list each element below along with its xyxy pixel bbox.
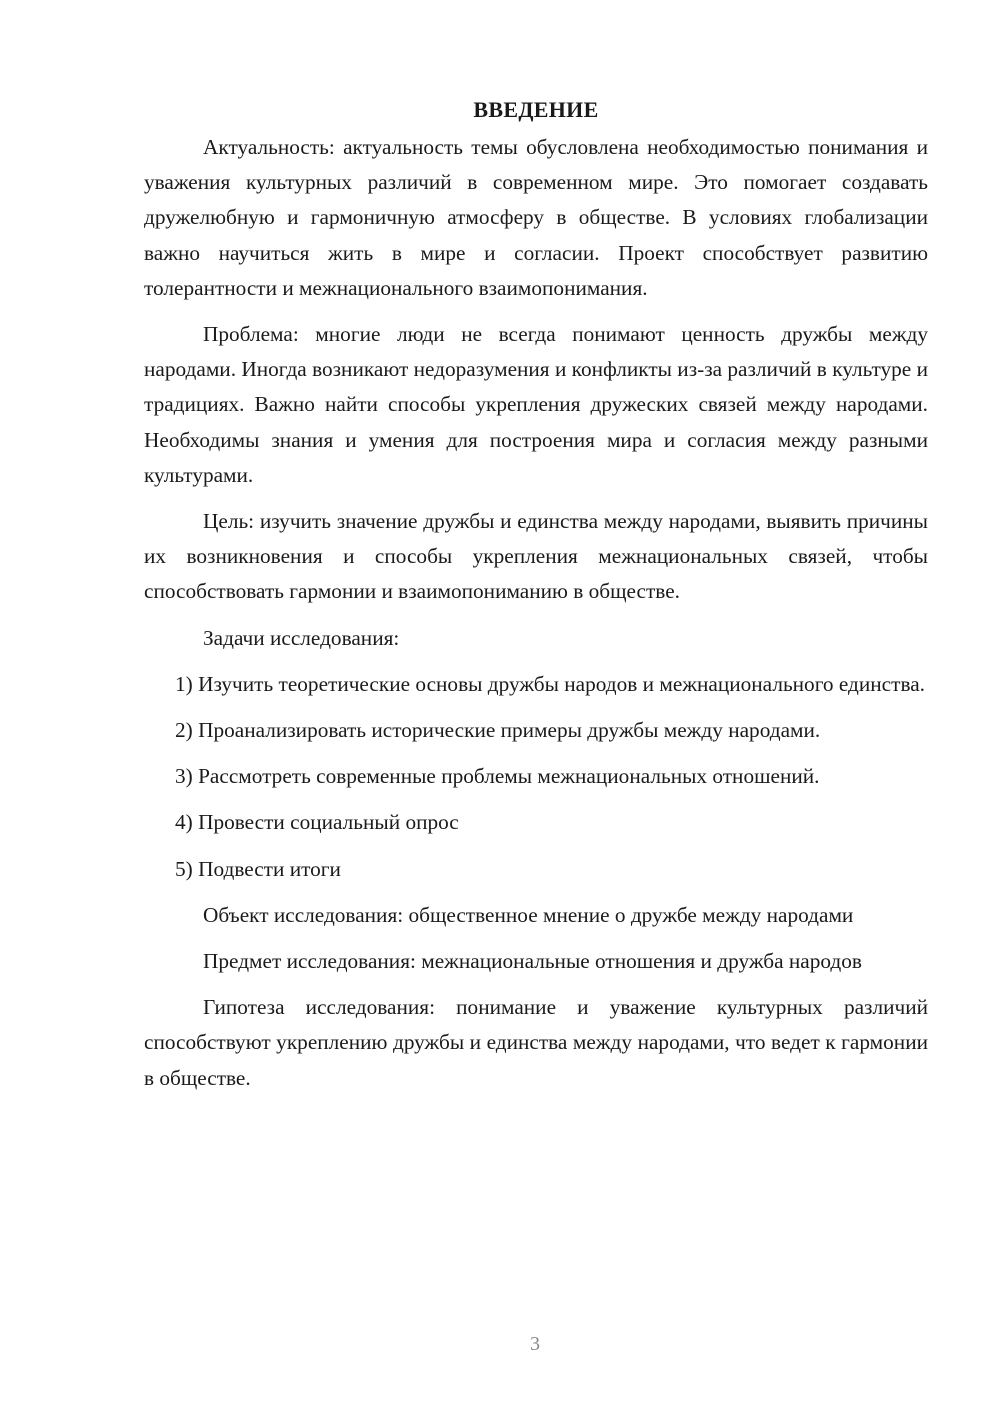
- task-item-3: 3) Рассмотреть современные проблемы межнациональных отношений.: [175, 764, 820, 789]
- page-number: 3: [530, 1333, 540, 1355]
- goal-paragraph: Цель: изучить значение дружбы и единства между народами, выявить причины их возникновения и способы укрепления межнациональных связей, чтобы способствовать гармонии и взаимопониманию в обществе.: [144, 509, 928, 604]
- task-item-5: 5) Подвести итоги: [175, 856, 341, 881]
- task-item-2: 2) Проанализировать исторические примеры дружбы между народами.: [175, 718, 821, 743]
- relevance-paragraph: Актуальность: актуальность темы обусловлена необходимостью понимания и уважения культурных различий в современном мире. Это помогает создавать дружелюбную и гармоничную атмосферу в обществе. В условиях глобализации важно научиться жить в мире и согласии. Проект способствует развитию толерантности и межнационального взаимопонимания.: [144, 135, 928, 300]
- task-item-4: 4) Провести социальный опрос: [175, 810, 459, 835]
- research-hypothesis-paragraph: Гипотеза исследования: понимание и уважение культурных различий способствуют укреплению дружбы и единства между народами, что ведет к гармонии в обществе.: [144, 995, 928, 1090]
- problem-paragraph: Проблема: многие люди не всегда понимают ценность дружбы между народами. Иногда возникают недоразумения и конфликты из-за различий в культуре и традициях. Важно найти способы укрепления дружеских связей между народами. Необходимы знания и умения для построения мира и согласия между разными культурами.: [144, 322, 928, 487]
- research-object-paragraph: Объект исследования: общественное мнение о дружбе между народами: [203, 902, 854, 927]
- task-item-1: 1) Изучить теоретические основы дружбы народов и межнационального единства.: [175, 671, 925, 696]
- research-subject-paragraph: Предмет исследования: межнациональные отношения и дружба народов: [203, 949, 862, 974]
- section-heading: ВВЕДЕНИЕ: [473, 97, 599, 122]
- tasks-heading: Задачи исследования:: [203, 625, 400, 650]
- document-page: [144, 94, 928, 1107]
